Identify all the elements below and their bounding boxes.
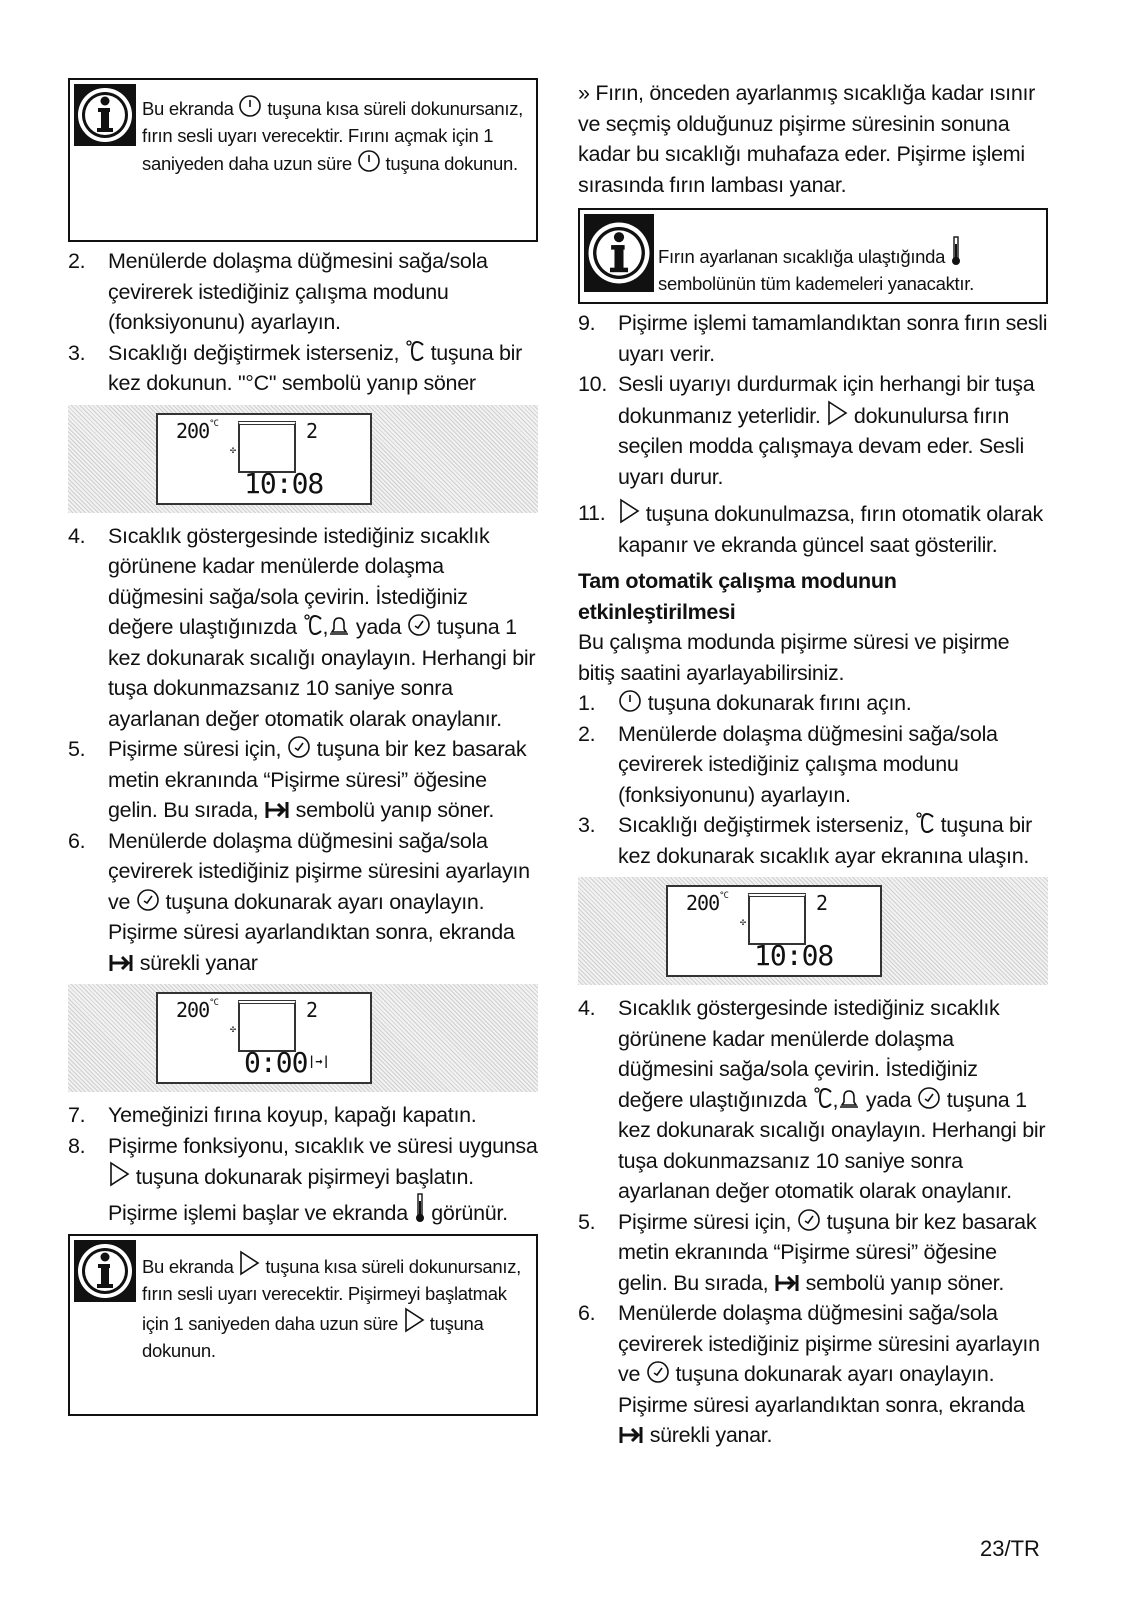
- power-icon: [357, 149, 381, 173]
- info-box: Bu ekranda tuşuna kısa süreli dokunursanız, fırın sesli uyarı verecektir. Pişirmeyi başlatmak için 1 saniyeden daha uzun süre tuşuna dokunun.: [68, 1234, 538, 1416]
- list-item: 6. Menülerde dolaşma düğmesini sağa/sola çevirerek istediğiniz pişirme süresini ayarlayın ve tuşuna dokunarak ayarı onaylayın. Pişirme süresi ayarlandıktan sonra, ekranda sürekli yanar.: [578, 1301, 1040, 1447]
- duration-symbol-icon: [618, 1425, 644, 1445]
- section-paragraph: Bu çalışma modunda pişirme süresi ve pişirme bitiş saatini ayarlayabilirsiniz.: [578, 630, 1010, 685]
- list-item: 10. Sesli uyarıyı durdurmak için herhangi bir tuşa dokunmanız yeterlidir. dokunulursa fırın seçilen modda çalışmaya devam eder. Sesli uyarı durur.: [578, 372, 1035, 489]
- oven-icon: [748, 893, 806, 945]
- list-item: 7. Yemeğinizi fırına koyup, kapağı kapatın.: [68, 1103, 477, 1127]
- temperature-key-icon: [303, 613, 323, 637]
- list-item: 8. Pişirme fonksiyonu, sıcaklık ve süresi uygunsa tuşuna dokunarak pişirmeyi başlatın. Pişirme işlemi başlar ve ekranda görünür.: [68, 1133, 538, 1225]
- display-panel: [68, 405, 538, 513]
- start-icon: [826, 400, 848, 426]
- fan-icon: ✣: [230, 444, 237, 456]
- list-item: 6. Menülerde dolaşma düğmesini sağa/sola çevirerek istediğiniz pişirme süresini ayarlayın ve tuşuna dokunarak ayarı onaylayın. Pişirme süresi ayarlandıktan sonra, ekranda sürekli yanar: [68, 828, 530, 975]
- timer-icon: [136, 888, 160, 912]
- duration-symbol-icon: |→|: [308, 1054, 330, 1068]
- list-item: 4. Sıcaklık göstergesinde istediğiniz sıcaklık görünene kadar menülerde dolaşma düğmesini sağa/sola çevirin. İstediğiniz değere ulaştığınızda , yada tuşuna 1 kez dokunarak sıcalığı onaylayın. Herhangi bir tuşa dokunmazsanız 10 saniye sonra ayarlanan değer otomatik olarak onaylanır.: [68, 523, 536, 731]
- list-item: 3. Sıcaklığı değiştirmek isterseniz, tuşuna bir kez dokunun. "°C" sembolü yanıp söner: [68, 340, 523, 395]
- display-clock: 10:08: [754, 939, 834, 972]
- display-level: 2: [306, 418, 319, 443]
- display-temperature: $200^{^\circ C}$: [176, 998, 218, 1022]
- timer-icon: [287, 735, 311, 759]
- info-icon: [74, 84, 136, 146]
- temperature-key-icon: [915, 811, 935, 835]
- start-icon: [618, 498, 640, 524]
- oven-icon: [238, 421, 296, 473]
- page-number: 23/TR: [980, 1536, 1040, 1561]
- right-column: [578, 78, 1048, 1451]
- duration-symbol-icon: [264, 800, 290, 820]
- display-clock: 0:00: [244, 1046, 308, 1079]
- display-panel: [68, 984, 538, 1092]
- list-item: 11. tuşuna dokunulmazsa, fırın otomatik olarak kapanır ve ekranda güncel saat gösterilir.: [578, 498, 1048, 560]
- start-icon: [108, 1161, 130, 1187]
- list-item: 2. Menülerde dolaşma düğmesini sağa/sola çevirerek istediğiniz çalışma modunu (fonksiyonunu) ayarlayın.: [68, 249, 488, 334]
- start-icon: [238, 1250, 260, 1276]
- list-item: 5. Pişirme süresi için, tuşuna bir kez basarak metin ekranında “Pişirme süresi” öğesine gelin. Bu sırada, sembolü yanıp söner.: [578, 1209, 1037, 1295]
- display-level: 2: [816, 891, 829, 915]
- intro-paragraph: » Fırın, önceden ayarlanmış sıcaklığa kadar ısınır ve seçmiş olduğunuz pişirme süresinin sonuna kadar bu sıcaklığı muhafaza eder. Pişirme işlemi sırasında fırın lambası yanar.: [578, 81, 1036, 197]
- timer-icon: [917, 1086, 941, 1110]
- info-box: [68, 78, 538, 242]
- info-box: Fırın ayarlanan sıcaklığa ulaştığında sembolünün tüm kademeleri yanacaktır.: [578, 208, 1048, 304]
- display-panel: [578, 877, 1048, 985]
- list-item: 4. Sıcaklık göstergesinde istediğiniz sıcaklık görünene kadar menülerde dolaşma düğmesini sağa/sola çevirin. İstediğiniz değere ulaştığınızda , yada tuşuna 1 kez dokunarak sıcalığı onaylayın. Herhangi bir tuşa dokunmazsanız 10 saniye sonra ayarlanan değer otomatik olarak onaylanır.: [578, 996, 1046, 1203]
- timer-icon: [797, 1208, 821, 1232]
- start-icon: [403, 1307, 425, 1333]
- info-text-2: tuşuna kısa süreli dokunursanız, fırın sesli uyarı verecektir. Fırını açmak için 1 saniyeden daha uzun süre: [142, 98, 524, 174]
- bell-icon: [838, 1088, 860, 1110]
- temperature-key-icon: [813, 1086, 833, 1110]
- fan-icon: ✣: [230, 1024, 237, 1035]
- thermometer-icon: [950, 236, 962, 266]
- list-item: 1. tuşuna dokunarak fırını açın.: [578, 691, 912, 715]
- list-item: 9. Pişirme işlemi tamamlandıktan sonra fırın sesli uyarı verir.: [578, 311, 1048, 366]
- info-text-1: Bu ekranda: [142, 98, 234, 119]
- bell-icon: [328, 615, 350, 637]
- temperature-key-icon: [405, 339, 425, 363]
- duration-symbol-icon: [774, 1273, 800, 1293]
- power-icon: [618, 689, 642, 713]
- timer-icon: [407, 613, 431, 637]
- info-icon: [74, 1240, 136, 1302]
- fan-icon: ✣: [740, 917, 747, 928]
- info-text-3: tuşuna dokunun.: [385, 153, 518, 174]
- section-heading: Tam otomatik çalışma modunun etkinleştirilmesi: [578, 569, 897, 624]
- power-icon: [238, 94, 262, 118]
- display-temperature: $200^{^\circ C}$: [176, 418, 218, 443]
- thermometer-icon: [414, 1193, 426, 1223]
- oven-icon: [238, 1000, 296, 1052]
- duration-symbol-icon: [108, 953, 134, 973]
- info-icon: [584, 214, 654, 292]
- timer-icon: [646, 1360, 670, 1384]
- display-temperature: $200^{^\circ C}$: [686, 891, 728, 915]
- list-item: 2. Menülerde dolaşma düğmesini sağa/sola çevirerek istediğiniz çalışma modunu (fonksiyonunu) ayarlayın.: [578, 721, 998, 807]
- display-level: 2: [306, 998, 319, 1022]
- left-column: [68, 78, 538, 1420]
- display-clock: 10:08: [244, 466, 324, 500]
- list-item: 5. Pişirme süresi için, tuşuna bir kez basarak metin ekranında “Pişirme süresi” öğesine gelin. Bu sırada, sembolü yanıp söner.: [68, 737, 527, 822]
- list-item: 3. Sıcaklığı değiştirmek isterseniz, tuşuna bir kez dokunarak sıcaklık ayar ekranına ulaşın.: [578, 813, 1033, 868]
